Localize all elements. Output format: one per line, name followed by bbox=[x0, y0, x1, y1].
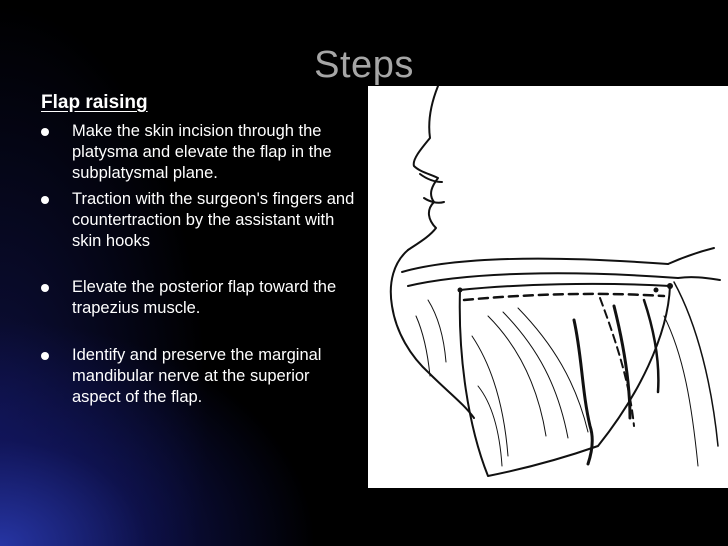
flap-drawing-icon bbox=[368, 86, 728, 488]
bullet-list bbox=[40, 121, 360, 408]
slide-title: Steps bbox=[314, 44, 414, 86]
bullet-item bbox=[40, 345, 360, 408]
surgical-illustration bbox=[368, 86, 728, 488]
bullet-text: Traction with the surgeon's fingers and countertraction by the assistant with skin hooks bbox=[72, 190, 355, 250]
bullet-dot-icon bbox=[41, 196, 49, 204]
bullet-dot-icon bbox=[41, 352, 49, 360]
bullet-dot-icon bbox=[41, 284, 49, 292]
bullet-item bbox=[40, 121, 360, 184]
bullet-text: Identify and preserve the marginal mandibular nerve at the superior aspect of the flap. bbox=[72, 346, 322, 406]
section-subheading: Flap raising bbox=[41, 92, 148, 113]
bullet-item bbox=[40, 277, 360, 319]
bullet-text: Make the skin incision through the platysma and elevate the flap in the subplatysmal plane. bbox=[72, 122, 332, 182]
bullet-item bbox=[40, 189, 360, 252]
bullet-text: Elevate the posterior flap toward the trapezius muscle. bbox=[72, 278, 337, 317]
bullet-dot-icon bbox=[41, 128, 49, 136]
